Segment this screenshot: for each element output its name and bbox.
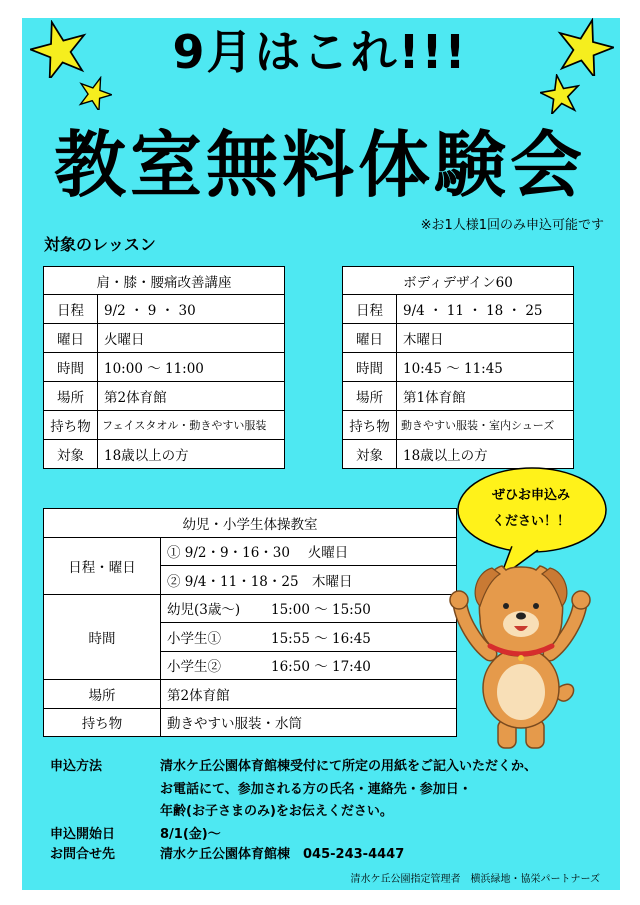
bubble-line: ぜひお申込み xyxy=(491,488,570,503)
time-group: 小学生① xyxy=(167,630,221,647)
row-label: 日程 xyxy=(44,295,98,324)
row-value: 動きやすい服装・室内シューズ xyxy=(397,411,574,440)
time-range: 16:50 〜 17:40 xyxy=(271,659,371,676)
lesson-title: 肩・膝・腰痛改善講座 xyxy=(44,267,285,295)
row-label: 対象 xyxy=(44,440,98,469)
table-row xyxy=(44,295,285,324)
row-label: 持ち物 xyxy=(343,411,397,440)
application-note: ※お1人様1回のみ申込可能です xyxy=(420,218,604,233)
lesson-table-shoulder-knee xyxy=(43,266,285,469)
row-value: 10:45 〜 11:45 xyxy=(397,353,574,382)
table-row xyxy=(343,353,574,382)
page-subtitle: 教室無料体験会 xyxy=(53,123,586,207)
row-label: 場所 xyxy=(44,382,98,411)
row-label: 時間 xyxy=(44,353,98,382)
row-label: 持ち物 xyxy=(44,411,98,440)
table-row xyxy=(44,537,457,566)
table-row xyxy=(44,680,457,709)
bubble-text xyxy=(462,483,600,535)
row-value: フェイスタオル・動きやすい服装 xyxy=(98,411,285,440)
row-value: 9/4 ・ 11 ・ 18 ・ 25 xyxy=(397,295,574,324)
bubble-line: ください！！ xyxy=(491,514,570,529)
table-row xyxy=(44,353,285,382)
apply-start-label: 申込開始日 xyxy=(50,827,116,842)
table-row xyxy=(343,382,574,411)
row-value: 第2体育館 xyxy=(98,382,285,411)
row-label: 曜日 xyxy=(44,324,98,353)
lesson-title: ボディデザイン60 xyxy=(343,267,574,295)
lesson-table-kids-gymnastics xyxy=(43,508,457,737)
table-row xyxy=(44,708,457,737)
row-value: 第2体育館 xyxy=(161,680,457,709)
row-label: 対象 xyxy=(343,440,397,469)
table-row xyxy=(343,324,574,353)
contact-value: 清水ケ丘公園体育館棟 045-243-4447 xyxy=(160,847,405,862)
table-row xyxy=(44,382,285,411)
row-label: 日程・曜日 xyxy=(44,537,161,594)
row-value: ① 9/2・9・16・30 火曜日 xyxy=(161,537,457,566)
row-value xyxy=(161,594,457,623)
row-value xyxy=(161,623,457,652)
lesson-table-body-design xyxy=(342,266,574,469)
table-row xyxy=(343,411,574,440)
row-value: 第1体育館 xyxy=(397,382,574,411)
row-value: 動きやすい服装・水筒 xyxy=(161,708,457,737)
row-label: 日程 xyxy=(343,295,397,324)
footer-credit: 清水ケ丘公園指定管理者 横浜緑地・協栄パートナーズ xyxy=(350,874,600,885)
contact-label: お問合せ先 xyxy=(50,847,116,862)
row-label: 場所 xyxy=(343,382,397,411)
row-value: 火曜日 xyxy=(98,324,285,353)
row-value: 18歳以上の方 xyxy=(397,440,574,469)
row-value: 10:00 〜 11:00 xyxy=(98,353,285,382)
row-value: ② 9/4・11・18・25 木曜日 xyxy=(161,566,457,595)
table-row xyxy=(44,594,457,623)
time-group: 小学生② xyxy=(167,659,221,676)
row-value: 木曜日 xyxy=(397,324,574,353)
row-value xyxy=(161,651,457,680)
row-label: 曜日 xyxy=(343,324,397,353)
table-row xyxy=(44,324,285,353)
row-label: 時間 xyxy=(343,353,397,382)
row-label: 時間 xyxy=(44,594,161,680)
row-value: 18歳以上の方 xyxy=(98,440,285,469)
table-row xyxy=(44,440,285,469)
row-label: 持ち物 xyxy=(44,708,161,737)
target-lessons-heading: 対象のレッスン xyxy=(44,235,156,254)
table-row xyxy=(343,295,574,324)
apply-start-date: 8/1(金)〜 xyxy=(160,827,221,842)
time-range: 15:00 〜 15:50 xyxy=(271,602,371,619)
row-label: 場所 xyxy=(44,680,161,709)
time-range: 15:55 〜 16:45 xyxy=(271,630,371,647)
lesson-title: 幼児・小学生体操教室 xyxy=(44,509,457,538)
apply-method-line: 年齢(お子さまのみ)をお伝えください。 xyxy=(160,804,393,819)
apply-method-label: 申込方法 xyxy=(50,759,103,774)
time-group: 幼児(3歳〜) xyxy=(167,602,241,619)
page-title: 9月はこれ!!! xyxy=(172,25,468,79)
apply-method-line: お電話にて、参加される方の氏名・連絡先・参加日・ xyxy=(160,782,472,797)
dog-mascot-icon xyxy=(446,560,596,752)
row-value: 9/2 ・ 9 ・ 30 xyxy=(98,295,285,324)
apply-method-line: 清水ケ丘公園体育館棟受付にて所定の用紙をご記入いただくか、 xyxy=(160,759,538,774)
table-row xyxy=(44,411,285,440)
